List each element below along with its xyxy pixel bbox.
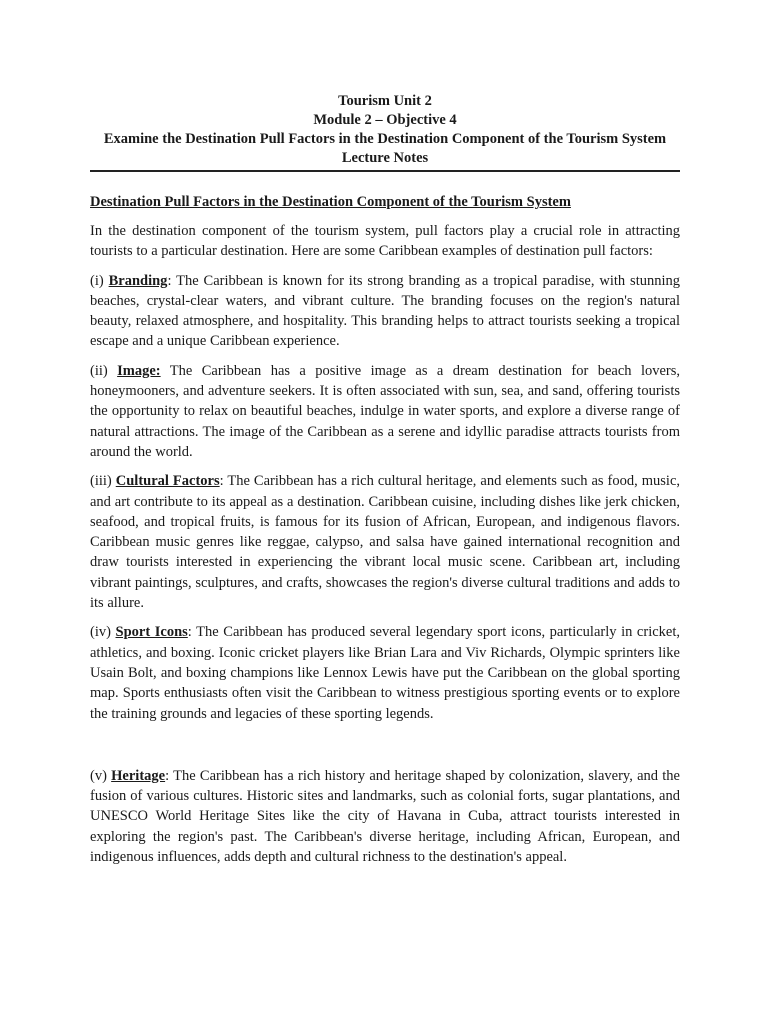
item-term: Branding [108,272,168,289]
item-number: (iv) [90,624,116,641]
item-text: The Caribbean has produced several legendary sport icons, particularly in cricket, athletics, and boxing. Iconic cricket players like Brian Lara and Viv Richards, Olympic sprinters like Usain Bolt, and boxing champions like Lennox Lewis have put the Caribbean on the global sporting map. Sports enthusiasts often visit the Caribbean to witness prestigious sporting events or to explore the training grounds and legacies of these sporting legends. [90,624,681,722]
pull-factor-image [90,361,680,462]
item-separator: : [167,272,172,289]
item-number: (v) [90,767,112,784]
pull-factor-cultural [90,471,680,613]
item-separator: : [165,767,170,784]
item-term: Cultural Factors [115,473,220,490]
course-title: Tourism Unit 2 [338,93,432,109]
item-term: Image: [117,362,161,379]
item-text: The Caribbean has a rich history and heritage shaped by colonization, slavery, and the fusion of various cultures. Historic sites and landmarks, such as colonial forts, sugar plantations, and UNESCO World Heritage Sites like the city of Havana in Cuba, attract tourists interested in exploring the region's past. The Caribbean's diverse heritage, including African, European, and indigenous influences, adds depth and cultural richness to the destination's appeal. [90,767,680,866]
item-text: The Caribbean has a positive image as a dream destination for beach lovers, honeymooners, and adventure seekers. It is often associated with sun, sea, and sand, offering tourists the opportunity to relax on beautiful beaches, indulge in water sports, and explore a diverse range of natural attractions. The image of the Caribbean as a serene and idyllic paradise attracts tourists from around the world. [90,362,680,460]
intro-paragraph: In the destination component of the tourism system, pull factors play a crucial role in attracting tourists to a particular destination. Here are some Caribbean examples of destination pull factors: [90,223,680,260]
item-number: (i) [90,272,109,289]
section-heading: Destination Pull Factors in the Destination Component of the Tourism System [90,194,571,210]
pull-factor-branding [90,271,680,352]
item-separator: : [219,473,224,490]
document-type: Lecture Notes [341,150,429,166]
blank-gap [90,733,680,766]
item-number: (iii) [90,473,116,490]
item-text: The Caribbean is known for its strong branding as a tropical paradise, with stunning beaches, crystal-clear waters, and vibrant culture. The branding focuses on the region's natural beauty, relaxed atmosphere, and hospitality. This branding helps to attract tourists seeking a tropical escape and a unique Caribbean experience. [90,272,680,350]
pull-factor-sport-icons [90,622,680,723]
document-page [90,92,680,876]
module-objective: Module 2 – Objective 4 [313,112,457,128]
objective-description: Examine the Destination Pull Factors in the Destination Component of the Tourism System [103,131,667,147]
item-term: Sport Icons [115,624,188,641]
item-number: (ii) [90,362,118,379]
item-text: The Caribbean has a rich cultural heritage, and elements such as food, music, and art contribute to its appeal as a destination. Caribbean cuisine, including dishes like jerk chicken, seafood, and tropical fruits, is famous for its fusion of African, European, and indigenous flavors. Caribbean music genres like reggae, calypso, and salsa have gained international recognition and draw tourists interested in experiencing the vibrant local music scene. Caribbean art, including vibrant paintings, sculptures, and crafts, showcases the region's diverse cultural traditions and adds to its allure. [90,473,681,612]
item-term: Heritage [111,767,166,784]
item-separator: : [187,624,192,641]
document-header [90,92,680,168]
header-divider [90,170,680,172]
pull-factor-heritage [90,766,680,867]
